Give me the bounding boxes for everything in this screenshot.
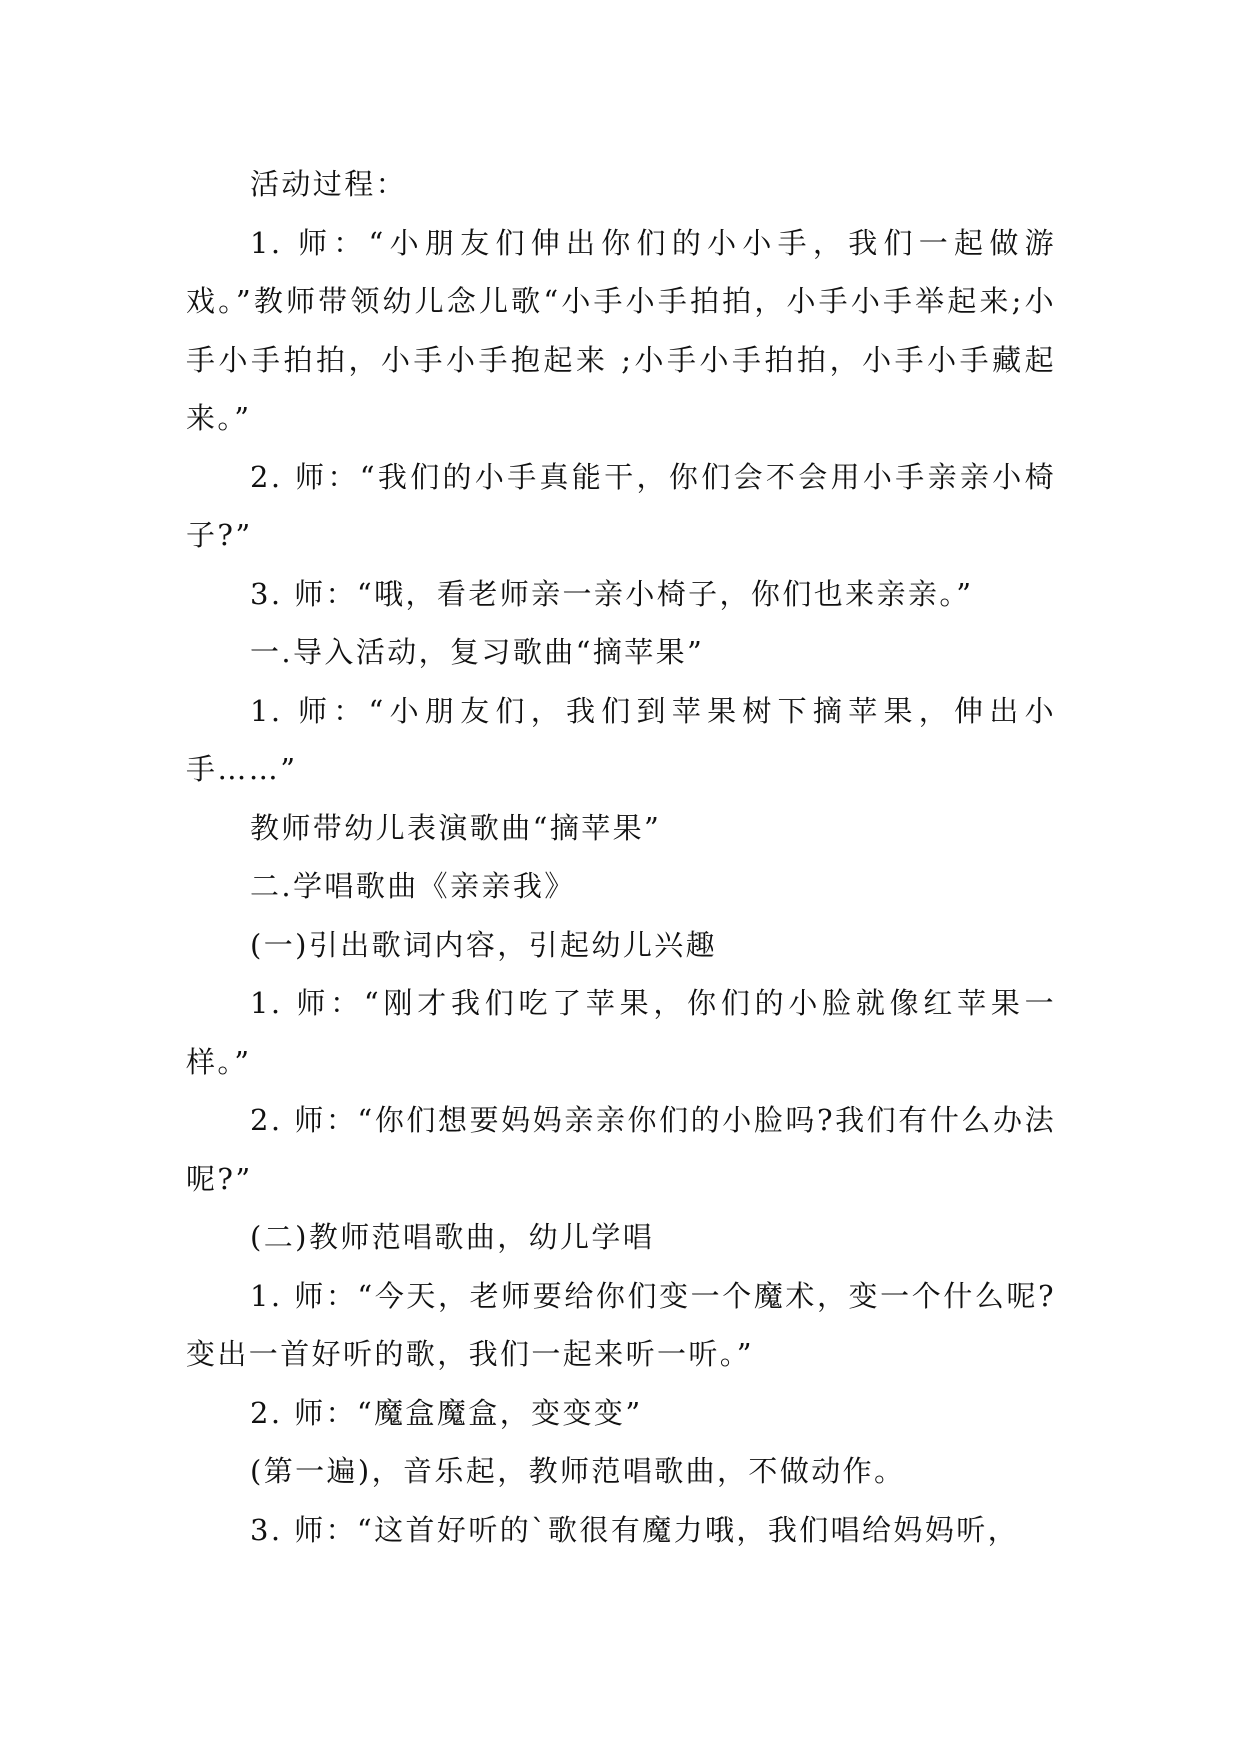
paragraph-subsection-2-teacher-sings: (二)教师范唱歌曲，幼儿学唱 (250, 1220, 655, 1254)
paragraph-step-1-hands-game: 1. 师：“小朋友们伸出你们的小小手，我们一起做游戏。”教师带领幼儿念儿歌“小手小手拍拍，小手小手举起来;小手小手拍拍，小手小手抱起来 ;小手小手拍拍，小手小手藏起来。” (186, 225, 1056, 435)
paragraph-section-1-step-1: 1. 师：“小朋友们，我们到苹果树下摘苹果，伸出小手……” (186, 693, 1056, 786)
paragraph-subsection-1-step-2: 2. 师：“你们想要妈妈亲亲你们的小脸吗?我们有什么办法呢?” (186, 1103, 1056, 1196)
paragraph-step-2-kiss-chair: 2. 师：“我们的小手真能干，你们会不会用小手亲亲小椅子?” (186, 459, 1056, 552)
paragraph-subsection-1-step-1: 1. 师：“刚才我们吃了苹果，你们的小脸就像红苹果一样。” (186, 986, 1056, 1079)
paragraph-subsection-2-step-1: 1. 师：“今天，老师要给你们变一个魔术，变一个什么呢?变出一首好听的歌，我们一起来听一听。” (186, 1278, 1056, 1371)
paragraph-heading-activity-process: 活动过程： (250, 167, 408, 201)
paragraph-section-1-perform: 教师带幼儿表演歌曲“摘苹果” (250, 810, 662, 845)
paragraph-subsection-2-step-2: 2. 师：“魔盒魔盒，变变变” (250, 1395, 643, 1430)
paragraph-section-2-learn-song: 二.学唱歌曲《亲亲我》 (250, 869, 576, 903)
paragraph-subsection-1-lyrics: (一)引出歌词内容，引起幼儿兴趣 (250, 927, 718, 962)
paragraph-step-3-teacher-demo: 3. 师：“哦，看老师亲一亲小椅子，你们也来亲亲。” (250, 576, 974, 611)
paragraph-subsection-2-step-3: 3. 师：“这首好听的`歌很有魔力哦，我们唱给妈妈听， (250, 1512, 1020, 1547)
paragraph-first-pass-note: (第一遍)，音乐起，教师范唱歌曲，不做动作。 (250, 1454, 906, 1488)
paragraph-section-1-intro: 一.导入活动，复习歌曲“摘苹果” (250, 635, 705, 669)
document-body (186, 155, 1056, 1559)
